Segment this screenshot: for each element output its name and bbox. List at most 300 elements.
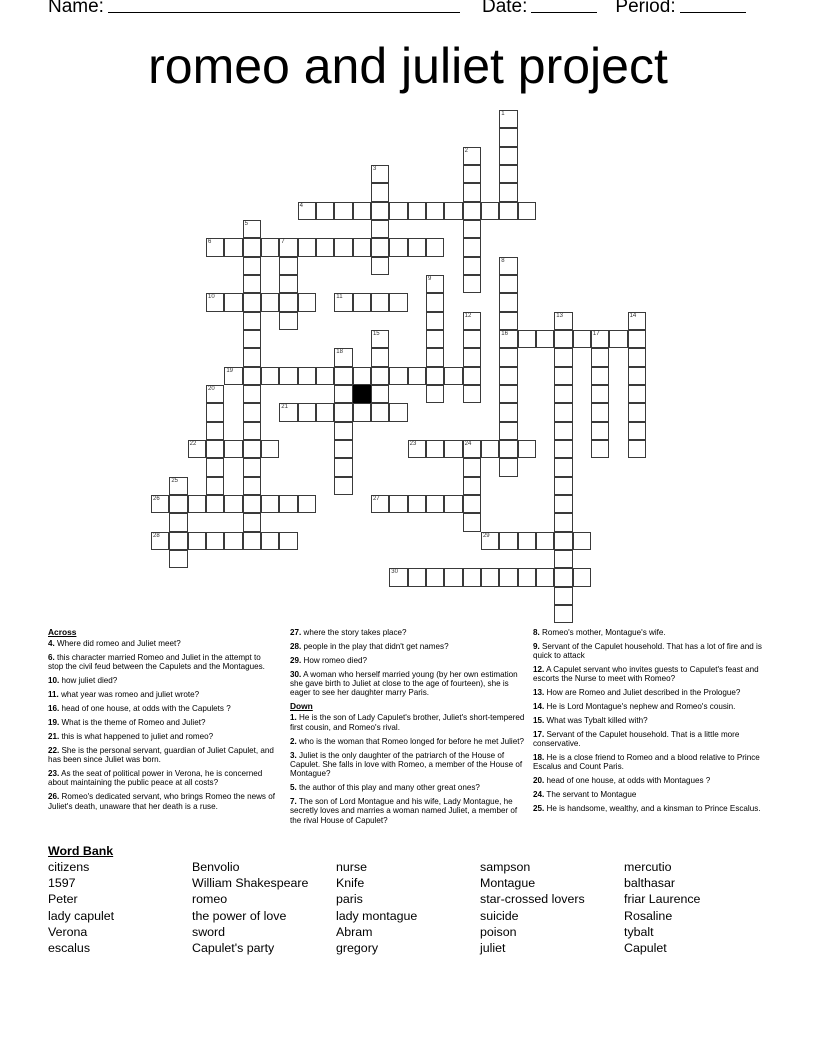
grid-cell[interactable]	[243, 403, 261, 421]
grid-cell[interactable]	[463, 312, 481, 330]
grid-cell[interactable]	[243, 367, 261, 385]
word-bank-column	[48, 859, 114, 956]
grid-cell[interactable]	[371, 293, 389, 311]
grid-cell[interactable]	[463, 367, 481, 385]
grid-cell[interactable]	[243, 330, 261, 348]
clue-number: 21.	[48, 731, 60, 741]
grid-cell[interactable]	[353, 367, 371, 385]
grid-cell[interactable]	[279, 312, 297, 330]
grid-cell[interactable]	[279, 367, 297, 385]
black-cell	[353, 385, 371, 403]
word-bank-item: friar Laurence	[624, 892, 701, 907]
grid-cell[interactable]	[628, 403, 646, 421]
down-clue	[533, 790, 769, 799]
clue-text: the author of this play and many other great ones?	[299, 783, 480, 793]
grid-cell[interactable]	[279, 532, 297, 550]
word-bank-item: sampson	[480, 860, 531, 874]
grid-cell[interactable]	[554, 532, 572, 550]
grid-cell[interactable]	[408, 202, 426, 220]
grid-cell[interactable]	[261, 532, 279, 550]
grid-cell[interactable]	[628, 440, 646, 458]
grid-cell[interactable]	[243, 348, 261, 366]
grid-cell[interactable]	[206, 293, 224, 311]
down-clue	[290, 783, 526, 792]
grid-cell[interactable]	[609, 330, 627, 348]
grid-cell[interactable]	[371, 220, 389, 238]
grid-cell[interactable]	[371, 165, 389, 183]
clue-number: 15.	[533, 716, 545, 726]
grid-cell[interactable]	[499, 458, 517, 476]
grid-cell[interactable]	[536, 568, 554, 586]
clue-number: 13.	[533, 688, 545, 698]
grid-cell[interactable]	[243, 477, 261, 495]
clue-text: how juliet died?	[61, 676, 118, 686]
word-bank-item: Capulet	[624, 940, 667, 955]
grid-cell[interactable]	[499, 183, 517, 201]
grid-cell[interactable]	[573, 532, 591, 550]
grid-cell[interactable]	[481, 568, 499, 586]
grid-cell[interactable]	[243, 458, 261, 476]
clue-number: 27	[372, 495, 380, 502]
grid-cell[interactable]	[243, 220, 261, 238]
word-bank-item: mercutio	[624, 860, 672, 874]
grid-cell[interactable]	[499, 312, 517, 330]
clue-text: Servant of the Capulet household. That has a lot of fire and is quick to attack	[533, 641, 762, 661]
grid-cell[interactable]	[224, 367, 242, 385]
word-bank-item: lady montague	[336, 908, 418, 923]
grid-cell[interactable]	[243, 532, 261, 550]
grid-cell[interactable]	[554, 440, 572, 458]
grid-cell[interactable]	[371, 202, 389, 220]
grid-cell[interactable]	[206, 440, 224, 458]
name-label: Name:	[48, 0, 104, 17]
period-field[interactable]	[680, 0, 746, 13]
grid-cell[interactable]	[169, 532, 187, 550]
down-clue	[533, 702, 769, 711]
grid-cell[interactable]	[481, 202, 499, 220]
grid-cell[interactable]	[463, 330, 481, 348]
grid-cell[interactable]	[206, 422, 224, 440]
grid-cell[interactable]	[463, 440, 481, 458]
grid-cell[interactable]	[353, 293, 371, 311]
grid-cell[interactable]	[554, 605, 572, 623]
grid-cell[interactable]	[499, 257, 517, 275]
grid-cell[interactable]	[243, 440, 261, 458]
grid-cell[interactable]	[408, 440, 426, 458]
clue-number: 12	[464, 312, 472, 319]
grid-cell[interactable]	[463, 477, 481, 495]
grid-cell[interactable]	[481, 440, 499, 458]
grid-cell[interactable]	[371, 385, 389, 403]
grid-cell[interactable]	[334, 385, 352, 403]
grid-cell[interactable]	[463, 147, 481, 165]
clue-text: what year was romeo and juliet wrote?	[61, 690, 200, 700]
word-bank-item: juliet	[480, 940, 506, 955]
grid-cell[interactable]	[591, 348, 609, 366]
grid-cell[interactable]	[628, 422, 646, 440]
clue-number: 26.	[48, 792, 60, 802]
clue-number: 9.	[533, 641, 540, 651]
grid-cell[interactable]	[554, 587, 572, 605]
word-bank-item: paris	[336, 892, 363, 907]
grid-cell[interactable]	[188, 532, 206, 550]
grid-cell[interactable]	[371, 495, 389, 513]
clue-number: 25	[171, 477, 179, 484]
grid-cell[interactable]	[206, 477, 224, 495]
grid-cell[interactable]	[628, 330, 646, 348]
grid-cell[interactable]	[334, 202, 352, 220]
grid-cell[interactable]	[463, 348, 481, 366]
down-clue	[290, 797, 526, 825]
grid-cell[interactable]	[554, 330, 572, 348]
grid-cell[interactable]	[499, 128, 517, 146]
grid-cell[interactable]	[243, 257, 261, 275]
grid-cell[interactable]	[499, 385, 517, 403]
clue-number: 11	[336, 294, 343, 301]
clue-number: 16.	[48, 704, 60, 714]
grid-cell[interactable]	[499, 440, 517, 458]
grid-cell[interactable]	[499, 532, 517, 550]
grid-cell[interactable]	[463, 513, 481, 531]
grid-cell[interactable]	[426, 367, 444, 385]
grid-cell[interactable]	[371, 367, 389, 385]
grid-cell[interactable]	[463, 183, 481, 201]
grid-cell[interactable]	[243, 422, 261, 440]
grid-cell[interactable]	[463, 257, 481, 275]
clue-text: He is Lord Montague's nephew and Romeo's cousin.	[546, 702, 736, 712]
grid-cell[interactable]	[426, 385, 444, 403]
grid-cell[interactable]	[463, 220, 481, 238]
grid-cell[interactable]	[279, 403, 297, 421]
grid-cell[interactable]	[389, 495, 407, 513]
grid-cell[interactable]	[334, 403, 352, 421]
clue-text: He is a close friend to Romeo and a blood relative to Prince Escalus and Count Paris.	[533, 753, 760, 772]
grid-cell[interactable]	[169, 477, 187, 495]
grid-cell[interactable]	[444, 568, 462, 586]
grid-cell[interactable]	[261, 238, 279, 256]
grid-cell[interactable]	[243, 385, 261, 403]
grid-cell[interactable]	[279, 238, 297, 256]
clue-number: 9	[427, 275, 432, 282]
grid-cell[interactable]	[261, 440, 279, 458]
grid-cell[interactable]	[554, 312, 572, 330]
grid-cell[interactable]	[224, 532, 242, 550]
grid-cell[interactable]	[334, 440, 352, 458]
grid-cell[interactable]	[261, 293, 279, 311]
grid-cell[interactable]	[463, 165, 481, 183]
grid-cell[interactable]	[353, 238, 371, 256]
grid-cell[interactable]	[371, 348, 389, 366]
grid-cell[interactable]	[243, 238, 261, 256]
grid-cell[interactable]	[554, 550, 572, 568]
grid-cell[interactable]	[389, 238, 407, 256]
grid-cell[interactable]	[334, 348, 352, 366]
grid-cell[interactable]	[463, 385, 481, 403]
grid-cell[interactable]	[499, 422, 517, 440]
grid-cell[interactable]	[169, 550, 187, 568]
clue-text: Romeo's dedicated servant, who brings Romeo the news of Juliet's death, unaware that her death is a ruse.	[48, 792, 275, 811]
grid-cell[interactable]	[334, 367, 352, 385]
grid-cell[interactable]	[426, 568, 444, 586]
word-bank-item: Peter	[48, 892, 78, 907]
clue-column-2	[290, 628, 526, 829]
grid-cell[interactable]	[573, 330, 591, 348]
grid-cell[interactable]	[169, 513, 187, 531]
grid-cell[interactable]	[628, 312, 646, 330]
grid-cell[interactable]	[389, 293, 407, 311]
grid-cell[interactable]	[224, 440, 242, 458]
across-clue	[48, 769, 276, 788]
clue-number: 20	[207, 385, 215, 392]
grid-cell[interactable]	[371, 257, 389, 275]
across-clue	[48, 792, 276, 811]
grid-cell[interactable]	[518, 440, 536, 458]
word-bank-column	[192, 859, 308, 956]
grid-cell[interactable]	[426, 330, 444, 348]
grid-cell[interactable]	[554, 367, 572, 385]
grid-cell[interactable]	[298, 238, 316, 256]
grid-cell[interactable]	[206, 458, 224, 476]
word-bank-item: Knife	[336, 876, 365, 891]
grid-cell[interactable]	[573, 568, 591, 586]
grid-cell[interactable]	[426, 293, 444, 311]
grid-cell[interactable]	[389, 367, 407, 385]
grid-cell[interactable]	[298, 495, 316, 513]
grid-cell[interactable]	[371, 183, 389, 201]
grid-cell[interactable]	[206, 495, 224, 513]
period-label: Period:	[615, 0, 676, 17]
grid-cell[interactable]	[334, 458, 352, 476]
grid-cell[interactable]	[518, 568, 536, 586]
grid-cell[interactable]	[444, 202, 462, 220]
grid-cell[interactable]	[426, 312, 444, 330]
student-info-line	[48, 0, 768, 18]
clue-text: Juliet is the only daughter of the patriarch of the House of Capulet. She falls in love with Romeo, a member of the House of Montague?	[290, 750, 523, 779]
grid-cell[interactable]	[334, 293, 352, 311]
down-clue	[290, 751, 526, 779]
grid-cell[interactable]	[554, 513, 572, 531]
clue-number: 28.	[290, 641, 302, 651]
date-field[interactable]	[531, 0, 597, 13]
grid-cell[interactable]	[298, 293, 316, 311]
grid-cell[interactable]	[206, 403, 224, 421]
clue-text: people in the play that didn't get names?	[303, 641, 449, 651]
grid-cell[interactable]	[243, 275, 261, 293]
grid-cell[interactable]	[426, 238, 444, 256]
grid-cell[interactable]	[554, 348, 572, 366]
grid-cell[interactable]	[224, 495, 242, 513]
grid-cell[interactable]	[628, 348, 646, 366]
grid-cell[interactable]	[426, 275, 444, 293]
grid-cell[interactable]	[151, 532, 169, 550]
grid-cell[interactable]	[298, 367, 316, 385]
grid-cell[interactable]	[353, 202, 371, 220]
grid-cell[interactable]	[463, 458, 481, 476]
grid-cell[interactable]	[463, 202, 481, 220]
grid-cell[interactable]	[554, 477, 572, 495]
grid-cell[interactable]	[444, 495, 462, 513]
word-bank-heading: Word Bank	[48, 844, 114, 858]
grid-cell[interactable]	[206, 385, 224, 403]
grid-cell[interactable]	[243, 513, 261, 531]
grid-cell[interactable]	[499, 330, 517, 348]
grid-cell[interactable]	[426, 348, 444, 366]
clue-number: 30	[391, 569, 398, 576]
page-title: romeo and juliet project	[148, 38, 668, 94]
clue-text: How are Romeo and Juliet described in the Prologue?	[546, 688, 741, 698]
grid-cell[interactable]	[591, 440, 609, 458]
grid-cell[interactable]	[463, 495, 481, 513]
grid-cell[interactable]	[371, 403, 389, 421]
grid-cell[interactable]	[224, 293, 242, 311]
clue-text: A Capulet servant who invites guests to Capulet's feast and escorts the Nurse to meet with Romeo?	[533, 665, 759, 684]
word-bank-item: lady capulet	[48, 908, 115, 923]
grid-cell[interactable]	[279, 275, 297, 293]
grid-cell[interactable]	[334, 238, 352, 256]
grid-cell[interactable]	[536, 532, 554, 550]
grid-cell[interactable]	[499, 110, 517, 128]
grid-cell[interactable]	[463, 238, 481, 256]
clue-number: 10.	[48, 676, 60, 686]
grid-cell[interactable]	[444, 440, 462, 458]
grid-cell[interactable]	[591, 385, 609, 403]
grid-cell[interactable]	[279, 257, 297, 275]
grid-cell[interactable]	[298, 202, 316, 220]
word-bank-item: citizens	[48, 860, 90, 874]
grid-cell[interactable]	[499, 568, 517, 586]
clue-text: What is the theme of Romeo and Juliet?	[61, 718, 206, 728]
grid-cell[interactable]	[243, 312, 261, 330]
grid-cell[interactable]	[426, 495, 444, 513]
word-bank-column	[336, 859, 417, 956]
grid-cell[interactable]	[316, 238, 334, 256]
grid-cell[interactable]	[499, 202, 517, 220]
grid-cell[interactable]	[554, 458, 572, 476]
grid-cell[interactable]	[316, 202, 334, 220]
across-clue	[290, 656, 526, 665]
word-bank-item: gregory	[336, 940, 379, 955]
grid-cell[interactable]	[334, 477, 352, 495]
grid-cell[interactable]	[408, 367, 426, 385]
clue-number: 8.	[533, 628, 540, 637]
grid-cell[interactable]	[261, 495, 279, 513]
down-clue	[290, 737, 526, 746]
clue-number: 6.	[48, 653, 55, 663]
grid-cell[interactable]	[389, 403, 407, 421]
word-bank-item: star-crossed lovers	[480, 892, 585, 907]
clue-number: 10	[207, 294, 215, 301]
word-bank-item: escalus	[48, 940, 91, 955]
grid-cell[interactable]	[499, 147, 517, 165]
grid-cell[interactable]	[316, 403, 334, 421]
grid-cell[interactable]	[279, 495, 297, 513]
grid-cell[interactable]	[408, 238, 426, 256]
grid-cell[interactable]	[536, 330, 554, 348]
grid-cell[interactable]	[591, 367, 609, 385]
grid-cell[interactable]	[518, 202, 536, 220]
grid-cell[interactable]	[463, 275, 481, 293]
grid-cell[interactable]	[243, 495, 261, 513]
grid-cell[interactable]	[628, 367, 646, 385]
grid-cell[interactable]	[591, 330, 609, 348]
grid-cell[interactable]	[408, 495, 426, 513]
grid-cell[interactable]	[518, 532, 536, 550]
grid-cell[interactable]	[261, 367, 279, 385]
grid-cell[interactable]	[279, 293, 297, 311]
grid-cell[interactable]	[426, 440, 444, 458]
grid-cell[interactable]	[481, 532, 499, 550]
grid-cell[interactable]	[628, 385, 646, 403]
grid-cell[interactable]	[499, 403, 517, 421]
grid-cell[interactable]	[499, 348, 517, 366]
grid-cell[interactable]	[499, 165, 517, 183]
clue-number: 20.	[533, 776, 545, 786]
clue-number: 18	[336, 349, 343, 356]
grid-cell[interactable]	[206, 238, 224, 256]
grid-cell[interactable]	[188, 495, 206, 513]
down-heading: Down	[290, 701, 313, 712]
clue-text: head of one house, at odds with the Capulets ?	[61, 704, 231, 714]
clue-number: 23	[409, 440, 417, 447]
across-clue	[48, 732, 276, 741]
down-clue	[533, 804, 769, 813]
grid-cell[interactable]	[371, 238, 389, 256]
clue-number: 13	[556, 312, 563, 319]
grid-cell[interactable]	[499, 293, 517, 311]
grid-cell[interactable]	[499, 367, 517, 385]
grid-cell[interactable]	[591, 422, 609, 440]
grid-cell[interactable]	[224, 238, 242, 256]
word-bank-item: suicide	[480, 908, 519, 923]
grid-cell[interactable]	[408, 568, 426, 586]
grid-cell[interactable]	[169, 495, 187, 513]
clue-number: 17	[592, 330, 600, 337]
grid-cell[interactable]	[518, 330, 536, 348]
grid-cell[interactable]	[554, 568, 572, 586]
clue-number: 1	[501, 111, 505, 117]
clue-text: who is the woman that Romeo longed for before he met Juliet?	[299, 736, 524, 746]
grid-cell[interactable]	[389, 568, 407, 586]
grid-cell[interactable]	[371, 330, 389, 348]
name-field[interactable]	[108, 0, 460, 13]
grid-cell[interactable]	[444, 367, 462, 385]
clue-number: 19.	[48, 718, 60, 728]
grid-cell[interactable]	[554, 422, 572, 440]
grid-cell[interactable]	[426, 202, 444, 220]
grid-cell[interactable]	[463, 568, 481, 586]
word-bank-column	[624, 859, 700, 956]
grid-cell[interactable]	[206, 532, 224, 550]
grid-cell[interactable]	[334, 422, 352, 440]
clue-number: 14	[629, 312, 637, 319]
grid-cell[interactable]	[389, 202, 407, 220]
grid-cell[interactable]	[298, 403, 316, 421]
grid-cell[interactable]	[499, 275, 517, 293]
clue-number: 25.	[533, 804, 545, 814]
grid-cell[interactable]	[353, 403, 371, 421]
grid-cell[interactable]	[554, 495, 572, 513]
grid-cell[interactable]	[591, 403, 609, 421]
grid-cell[interactable]	[316, 367, 334, 385]
grid-cell[interactable]	[243, 293, 261, 311]
grid-cell[interactable]	[554, 385, 572, 403]
word-bank-item: romeo	[192, 892, 228, 907]
grid-cell[interactable]	[188, 440, 206, 458]
grid-cell[interactable]	[151, 495, 169, 513]
word-bank-column	[480, 859, 585, 956]
grid-cell[interactable]	[554, 403, 572, 421]
clue-number: 29.	[290, 655, 302, 665]
